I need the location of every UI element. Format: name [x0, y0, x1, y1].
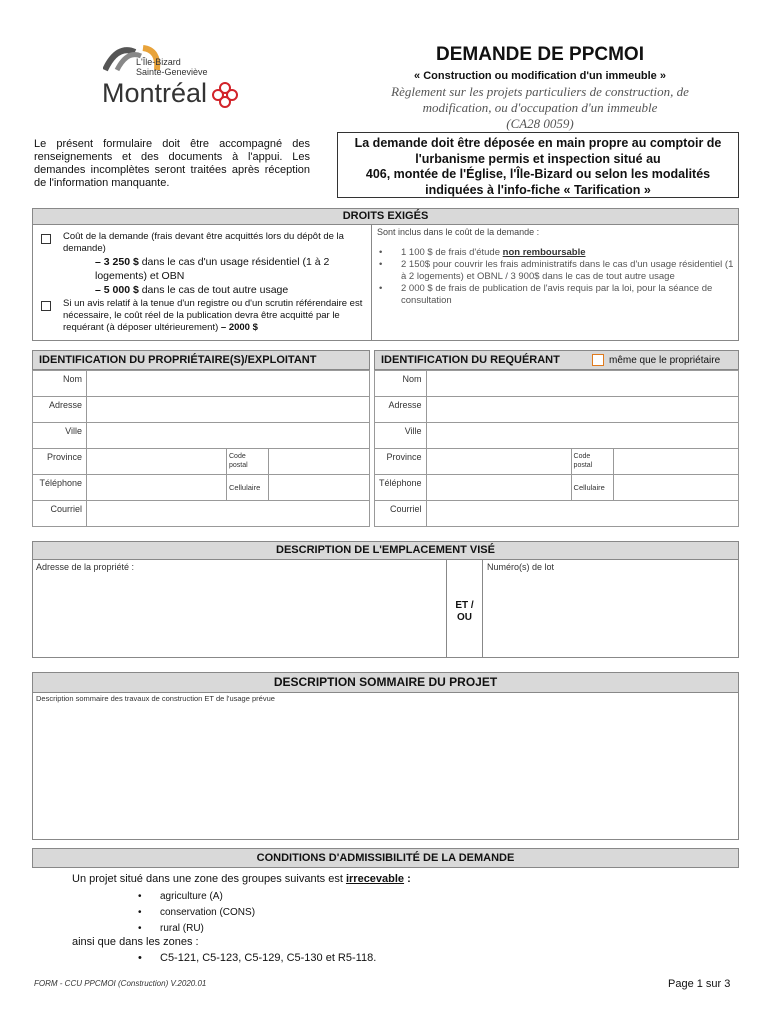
- owner-code-postal-field[interactable]: [269, 449, 370, 475]
- included-item-1: [401, 247, 735, 259]
- included-label: Sont inclus dans le coût de la demande :: [377, 227, 540, 237]
- requester-cellulaire-field[interactable]: [613, 475, 738, 501]
- registry-description: Si un avis relatif à la tenue d'un registre ou d'un scrutin référendaire est nécessaire, le coût réel de la publication devra être acquitté par le requérant (à déposer ultérieurement): [63, 298, 363, 333]
- same-as-owner-checkbox[interactable]: [592, 354, 604, 366]
- deposit-notice: [337, 132, 739, 198]
- requester-heading-text: IDENTIFICATION DU REQUÉRANT: [381, 354, 560, 366]
- address-field[interactable]: [36, 562, 446, 656]
- cost-residential-amount: – 3 250 $: [95, 256, 139, 268]
- requester-table: [374, 370, 739, 527]
- rosette-icon: [210, 80, 240, 110]
- intro-text: Le présent formulaire doit être accompagné des renseignements et des documents à l'appui. Les demandes incomplètes seront traitées après réception de l'information manquante.: [34, 138, 310, 189]
- owner-ville-field[interactable]: [87, 423, 370, 449]
- owner-province-label: Province: [33, 449, 87, 475]
- droits-section: [32, 208, 739, 341]
- sommaire-field[interactable]: [36, 694, 736, 838]
- cost-other-text: dans le cas de tout autre usage: [138, 284, 289, 296]
- group-conservation: • conservation (CONS): [160, 905, 255, 921]
- address-label: Adresse de la propriété :: [36, 562, 135, 572]
- regulation-line-1: Règlement sur les projets particuliers de construction, de: [391, 84, 689, 99]
- requester-nom-field[interactable]: [426, 371, 738, 397]
- owner-cellulaire-label: Cellulaire: [227, 475, 269, 501]
- included-item-2: • 2 150$ pour couvrir les frais administratifs dans le cas d'un usage résidentiel (1 à 2 logements) et OBNL / 3 900$ dans le cas de tout autre usage: [401, 259, 735, 283]
- deposit-line-3: 406, montée de l'Église, l'Île-Bizard ou selon les modalités: [365, 167, 711, 181]
- owner-courriel-field[interactable]: [87, 501, 370, 527]
- group-agriculture: • agriculture (A): [160, 889, 255, 905]
- regulation-code: (CA28 0059): [506, 116, 574, 131]
- requester-adresse-field[interactable]: [426, 397, 738, 423]
- document-title: DEMANDE DE PPCMOI: [436, 44, 644, 65]
- et-ou-label: ET / OU: [455, 600, 474, 623]
- owner-courriel-label: Courriel: [33, 501, 87, 527]
- owner-code-postal-label: Code postal: [227, 449, 269, 475]
- requester-ville-label: Ville: [375, 423, 427, 449]
- registry-text: [63, 298, 367, 334]
- cost-label: Coût de la demande (frais devant être acquittés lors du dépôt de la demande): [63, 231, 344, 254]
- requester-courriel-label: Courriel: [375, 501, 427, 527]
- included-item-1-text: 1 100 $ de frais d'étude: [401, 247, 503, 258]
- owner-heading: IDENTIFICATION DU PROPRIÉTAIRE(S)/EXPLOITANT: [32, 350, 370, 370]
- cost-other: [95, 283, 367, 297]
- requester-heading: [374, 350, 739, 370]
- requester-code-postal-label: Code postal: [571, 449, 613, 475]
- droits-heading: DROITS EXIGÉS: [33, 209, 738, 225]
- emplacement-heading: DESCRIPTION DE L'EMPLACEMENT VISÉ: [33, 542, 738, 560]
- owner-telephone-field[interactable]: [87, 475, 227, 501]
- deposit-line-2: l'urbanisme permis et inspection situé au: [415, 151, 661, 166]
- requester-province-field[interactable]: [426, 449, 571, 475]
- conditions-section: [32, 848, 739, 968]
- form-id: FORM - CCU PPCMOI (Construction) V.2020.01: [34, 979, 207, 988]
- et-ou-divider: [446, 560, 483, 658]
- conditions-intro: [72, 873, 411, 885]
- logo-montreal: Montréal: [102, 78, 208, 108]
- owner-province-field[interactable]: [87, 449, 227, 475]
- montreal-logo: [100, 40, 250, 110]
- included-list: [401, 247, 735, 307]
- cost-residential-text: dans le cas d'un usage résidentiel (1 à 2 logements) et OBN: [95, 256, 330, 282]
- owner-telephone-label: Téléphone: [33, 475, 87, 501]
- owner-ville-label: Ville: [33, 423, 87, 449]
- owner-cellulaire-field[interactable]: [269, 475, 370, 501]
- requester-adresse-label: Adresse: [375, 397, 427, 423]
- sommaire-heading: DESCRIPTION SOMMAIRE DU PROJET: [33, 673, 738, 693]
- owner-table: [32, 370, 370, 527]
- zones-list: [160, 952, 376, 964]
- logo-line-1: L'Île-Bizard: [136, 57, 181, 67]
- regulation-line-2: modification, ou d'occupation d'un immeuble: [422, 100, 658, 115]
- deposit-line-1: La demande doit être déposée en main propre au comptoir de: [354, 136, 722, 150]
- document-subtitle: « Construction ou modification d'un immeuble »: [414, 70, 666, 82]
- registry-amount: – 2000 $: [220, 322, 258, 333]
- owner-adresse-field[interactable]: [87, 397, 370, 423]
- included-item-1-emph: non remboursable: [502, 247, 586, 258]
- requester-province-label: Province: [375, 449, 427, 475]
- lot-field[interactable]: [487, 562, 737, 656]
- droits-included: [373, 225, 738, 341]
- cost-checkbox[interactable]: [41, 234, 51, 244]
- conditions-groups: [160, 889, 255, 937]
- group-rural: • rural (RU): [160, 921, 255, 937]
- cost-residential: [95, 255, 367, 283]
- registry-checkbox[interactable]: [41, 301, 51, 311]
- requester-courriel-field[interactable]: [426, 501, 738, 527]
- regulation-reference: [330, 84, 750, 132]
- lot-label: Numéro(s) de lot: [487, 562, 555, 572]
- requester-ville-field[interactable]: [426, 423, 738, 449]
- logo-line-2: Sainte-Geneviève: [136, 67, 208, 77]
- owner-nom-label: Nom: [33, 371, 87, 397]
- owner-nom-field[interactable]: [87, 371, 370, 397]
- included-item-3: • 2 000 $ de frais de publication de l'avis requis par la loi, pour la séance de consultation: [401, 283, 735, 307]
- requester-cellulaire-label: Cellulaire: [571, 475, 613, 501]
- conditions-intro-colon: :: [404, 873, 411, 885]
- conditions-intro-text: Un projet situé dans une zone des groupes suivants est: [72, 873, 346, 885]
- owner-adresse-label: Adresse: [33, 397, 87, 423]
- emplacement-section: [32, 541, 739, 658]
- requester-nom-label: Nom: [375, 371, 427, 397]
- deposit-line-4: indiquées à l'info-fiche « Tarification »: [425, 182, 651, 197]
- same-as-owner-label: même que le propriétaire: [609, 355, 721, 366]
- sommaire-section: [32, 672, 739, 840]
- zones-item: • C5-121, C5-123, C5-129, C5-130 et R5-118.: [160, 952, 376, 964]
- conditions-heading: CONDITIONS D'ADMISSIBILITÉ DE LA DEMANDE: [32, 848, 739, 868]
- cost-other-amount: – 5 000 $: [95, 284, 139, 296]
- conditions-intro-emph: irrecevable: [345, 873, 405, 885]
- droits-costs: [33, 225, 372, 341]
- sommaire-label: Description sommaire des travaux de construction ET de l'usage prévue: [36, 694, 275, 703]
- zones-intro: ainsi que dans les zones :: [72, 936, 199, 948]
- requester-telephone-field[interactable]: [426, 475, 571, 501]
- requester-telephone-label: Téléphone: [375, 475, 427, 501]
- page-number: Page 1 sur 3: [668, 978, 731, 990]
- requester-code-postal-field[interactable]: [613, 449, 738, 475]
